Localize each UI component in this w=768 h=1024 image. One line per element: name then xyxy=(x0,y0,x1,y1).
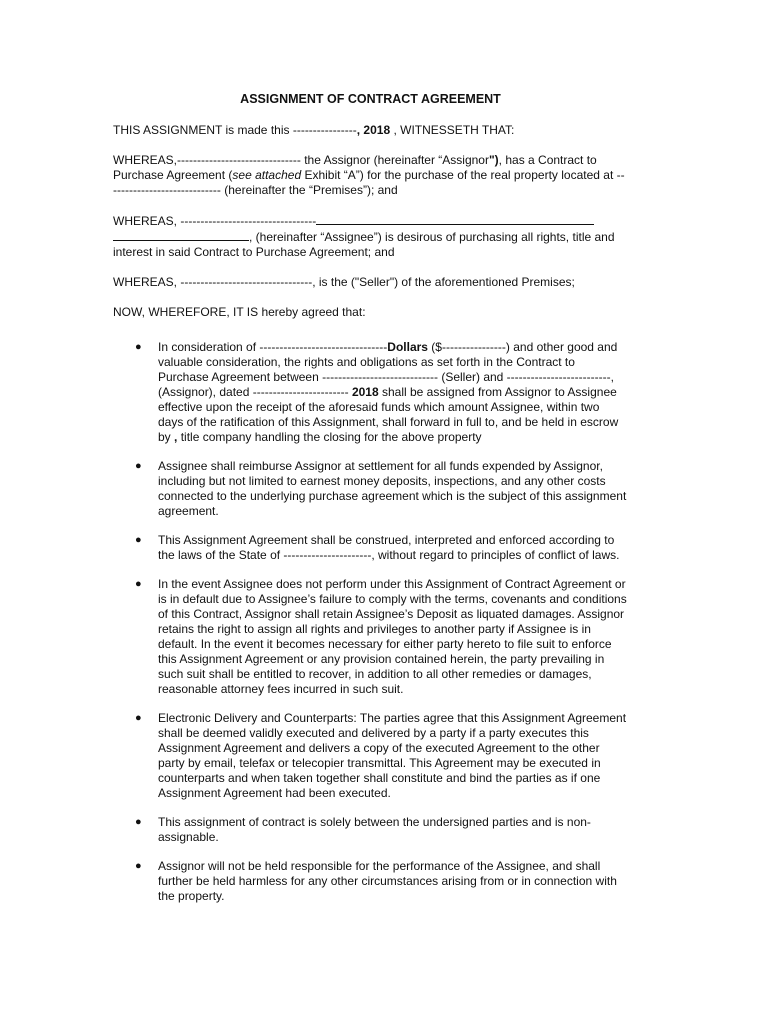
whereas-assignor-paragraph xyxy=(113,153,628,198)
bullet-icon: ● xyxy=(135,341,142,353)
document-title: ASSIGNMENT OF CONTRACT AGREEMENT xyxy=(240,92,501,106)
clause4-text: In the event Assignee does not perform under this Assignment of Contract Agreement or is in default due to Assignee’s failure to comply with the terms, covenants and conditions of this Contract, Assignor shall retain Assignee’s Deposit as liquated damages. Assignor retains the right to assign all rights and privileges to another party if Assignee is in default. In the event it becomes necessary for either party hereto to file suit to enforce this Assignment Agreement or any provision contained herein, the party prevailing in such suit shall be entitled to recover, in addition to all other remedies or damages, reasonable attorney fees incurred in such suit. xyxy=(158,577,627,696)
bullet-icon: ● xyxy=(135,712,142,724)
whereas1-text-3: Exhibit “A”) for the purchase of the real property located at ----------------------------- (hereinafter the “Premises”); and xyxy=(113,168,625,197)
clause1-text-3: shall be assigned from Assignor to Assignee effective upon the receipt of the aforesaid funds which amount Assignee, within two days of the ratification of this Assignment, shall forward in full to, and be held in escrow by xyxy=(158,385,619,444)
clause1-comma: , xyxy=(174,430,178,444)
clause-default xyxy=(113,577,628,697)
assignee-blank-line-2 xyxy=(113,229,249,241)
whereas2-text-1: WHEREAS, ---------------------------------- xyxy=(113,214,317,228)
bullet-icon: ● xyxy=(135,534,142,546)
bullet-icon: ● xyxy=(135,860,142,872)
assignee-blank-line-1 xyxy=(316,213,594,225)
now-wherefore-paragraph: NOW, WHEREFORE, IT IS hereby agreed that: xyxy=(113,305,366,319)
clause6-text: This assignment of contract is solely between the undersigned parties and is non-assignable. xyxy=(158,815,591,844)
bullet-icon: ● xyxy=(135,578,142,590)
clause2-text: Assignee shall reimburse Assignor at settlement for all funds expended by Assignor, including but not limited to earnest money deposits, inspections, and any other costs connected to the underlying purchase agreement which is the subject of this assignment agreement. xyxy=(158,459,627,518)
whereas1-quote: ") xyxy=(488,153,499,167)
whereas1-italic: see attached xyxy=(232,168,302,182)
intro-paragraph xyxy=(113,123,628,138)
clause1-dollars: Dollars xyxy=(387,340,428,354)
whereas2-text-2: , (hereinafter “Assignee”) is desirous of purchasing all rights, title and interest in said Contract to Purchase Agreement; and xyxy=(113,230,615,259)
whereas-assignee-paragraph xyxy=(113,213,628,260)
clause1-year: 2018 xyxy=(351,385,379,399)
clause-electronic-delivery xyxy=(113,711,628,801)
clause7-text: Assignor will not be held responsible for the performance of the Assignee, and shall further be held harmless for any other circumstances arising from or in connection with the property. xyxy=(158,859,617,903)
intro-text: THIS ASSIGNMENT is made this ---------------- xyxy=(113,123,357,137)
clause1-text-1: In consideration of -------------------------------- xyxy=(158,340,388,354)
whereas-seller-paragraph: WHEREAS, ---------------------------------, is the ("Seller") of the aforementioned Premises; xyxy=(113,275,575,289)
clause-governing-law xyxy=(113,533,628,563)
clause-list xyxy=(113,340,628,904)
clause3-text: This Assignment Agreement shall be construed, interpreted and enforced according to the laws of the State of ----------------------, without regard to principles of conflict of laws. xyxy=(158,533,620,562)
clause1-text-4: title company handling the closing for the above property xyxy=(177,430,482,444)
bullet-icon: ● xyxy=(135,460,142,472)
clause1-text-2: ($----------------) and other good and valuable consideration, the rights and obligations as set forth in the Contract to Purchase Agreement between ----------------------------- (Seller) and --------------------------, (Assignor), dated ------------------------ xyxy=(158,340,618,399)
intro-witnesseth: , WITNESSETH THAT: xyxy=(390,123,515,137)
clause-consideration xyxy=(113,340,628,445)
intro-year: , 2018 xyxy=(356,123,391,137)
whereas1-text-1: WHEREAS,------------------------------- the Assignor (hereinafter “Assignor xyxy=(113,153,489,167)
clause5-text: Electronic Delivery and Counterparts: The parties agree that this Assignment Agreement shall be deemed validly executed and delivered by a party if a party executes this Assignment Agreement and delivers a copy of the executed Agreement to the other party by email, telefax or telecopier transmittal. This Agreement may be executed in counterparts and when taken together shall constitute and bind the parties as if one Assignment Agreement had been executed. xyxy=(158,711,627,800)
clause-reimbursement xyxy=(113,459,628,519)
bullet-icon: ● xyxy=(135,816,142,828)
clause-hold-harmless xyxy=(113,859,628,904)
clause-non-assignable xyxy=(113,815,628,845)
whereas1-text-2: , has a Contract to Purchase Agreement ( xyxy=(113,153,597,182)
